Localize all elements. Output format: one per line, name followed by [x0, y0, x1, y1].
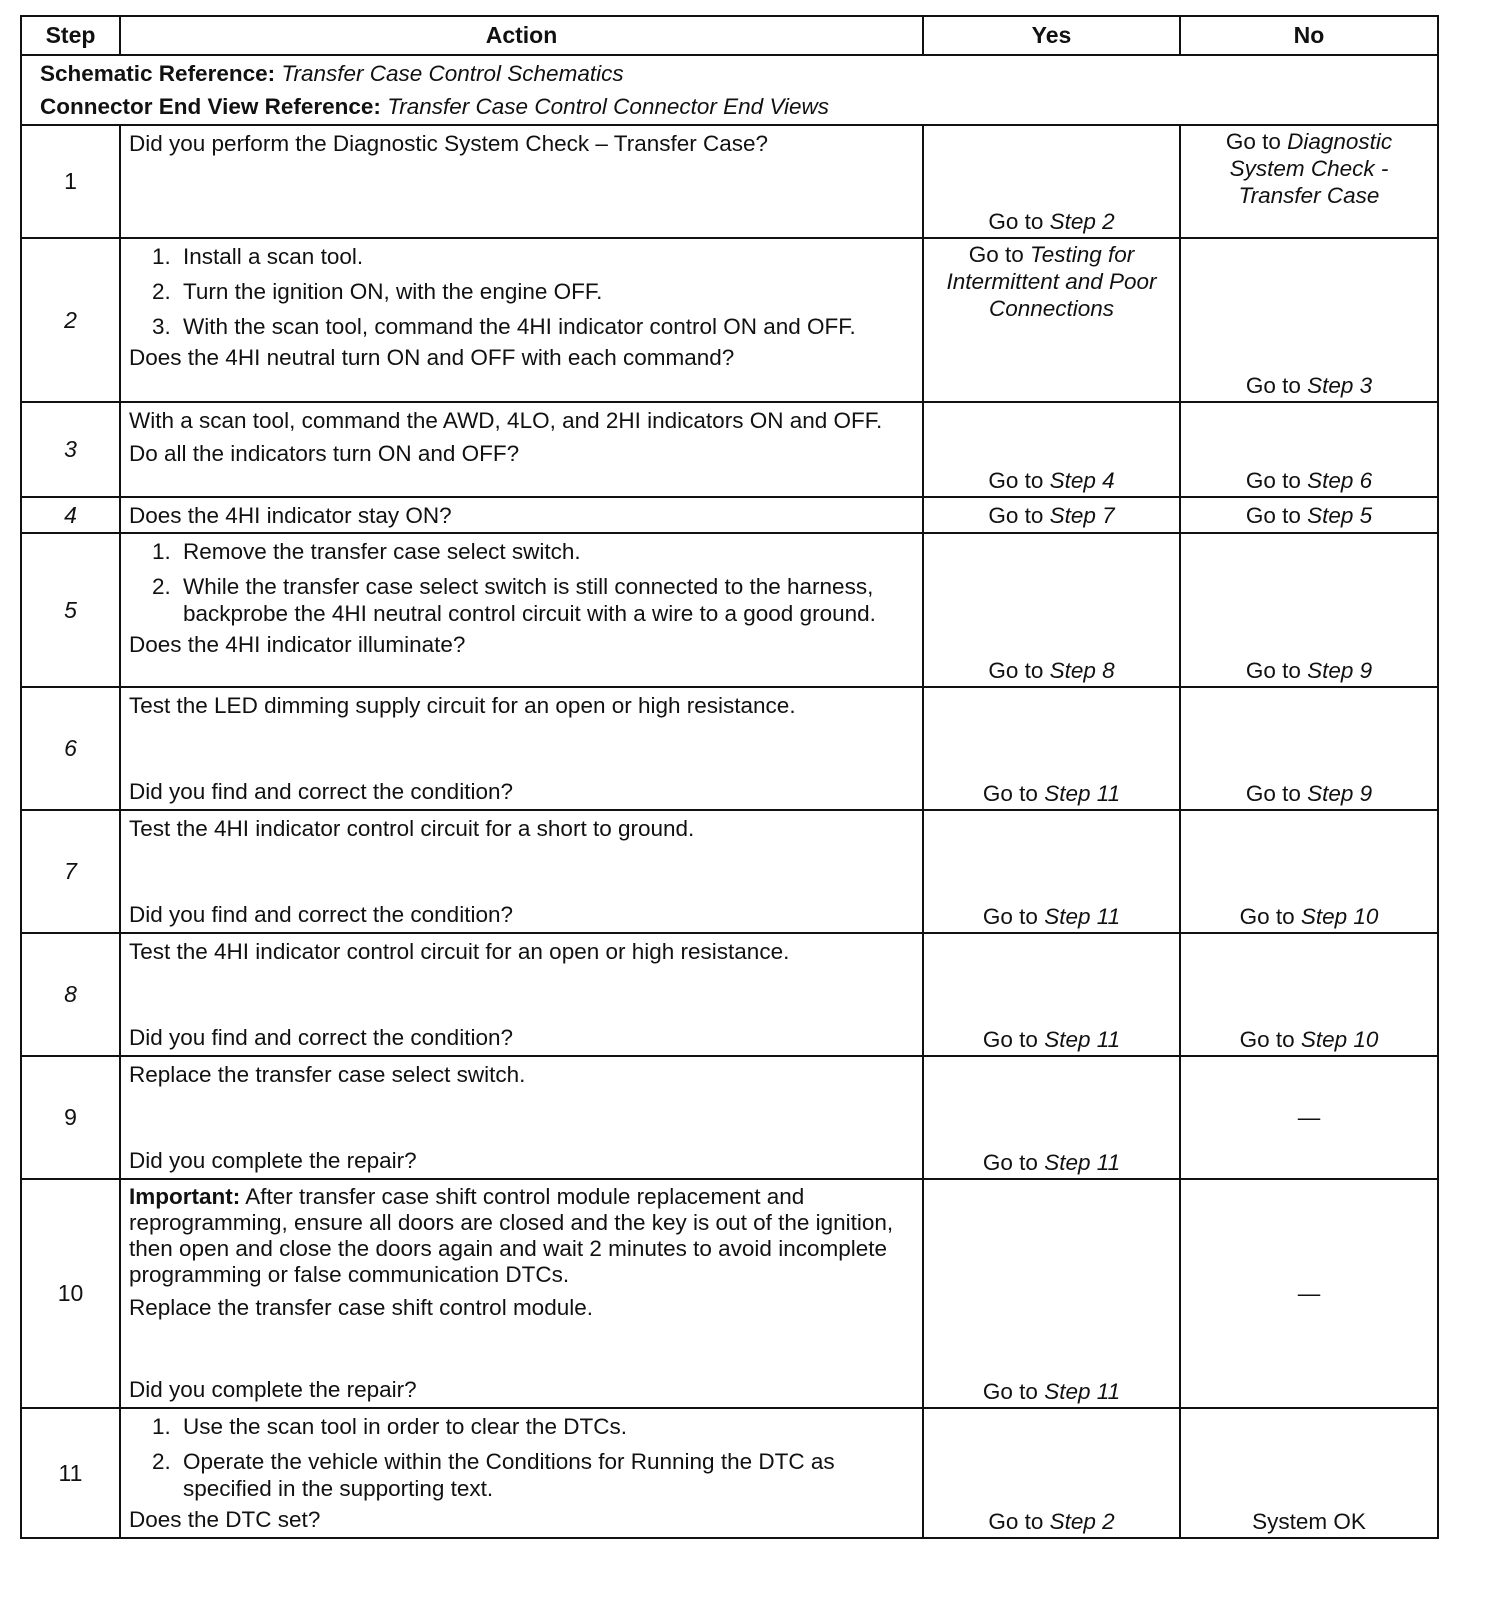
yes-link[interactable]: Step 11	[1044, 1379, 1121, 1404]
yes-cell	[923, 1056, 1180, 1179]
no-cell	[1180, 533, 1438, 687]
step-number: 11	[21, 1408, 120, 1538]
connector-reference-label: Connector End View Reference:	[40, 94, 381, 119]
action-text: With a scan tool, command the AWD, 4LO, and 2HI indicators ON and OFF.	[129, 408, 883, 433]
action-list	[129, 1413, 914, 1502]
important-label: Important:	[129, 1184, 241, 1209]
yes-link[interactable]: Testing for Intermittent and Poor Connections	[946, 242, 1157, 321]
yes-prefix: Go to	[988, 502, 1044, 528]
table-header-row	[21, 16, 1438, 55]
action-text: Replace the transfer case shift control module.	[129, 1295, 593, 1320]
step-number: 6	[21, 687, 120, 810]
action-cell	[120, 125, 923, 238]
connector-reference	[22, 91, 1437, 124]
schematic-reference-label: Schematic Reference:	[40, 61, 276, 86]
no-prefix: Go to	[1245, 502, 1301, 528]
yes-link[interactable]: Step 2	[1049, 209, 1115, 234]
yes-cell	[923, 933, 1180, 1056]
yes-link[interactable]: Step 4	[1049, 468, 1115, 493]
no-link[interactable]: Step 3	[1307, 373, 1373, 398]
table-row	[21, 497, 1438, 533]
no-prefix: Go to	[1245, 373, 1301, 398]
action-cell	[120, 238, 923, 402]
important-note	[129, 1184, 914, 1288]
yes-cell	[923, 238, 1180, 402]
no-cell	[1180, 497, 1438, 533]
step-number: 4	[21, 497, 120, 533]
list-item: 2. Turn the ignition ON, with the engine OFF.	[177, 278, 914, 305]
no-link[interactable]: Diagnostic System Check - Transfer Case	[1229, 129, 1393, 208]
yes-prefix: Go to	[988, 1509, 1044, 1534]
no-prefix: Go to	[1225, 129, 1281, 154]
no-dash: —	[1297, 1281, 1321, 1306]
table-row	[21, 1408, 1438, 1538]
yes-cell	[923, 810, 1180, 933]
schematic-reference	[22, 56, 1437, 91]
table-row	[21, 238, 1438, 402]
no-prefix: Go to	[1245, 468, 1301, 493]
action-cell	[120, 402, 923, 497]
yes-cell	[923, 125, 1180, 238]
no-cell	[1180, 1179, 1438, 1408]
header-yes: Yes	[923, 16, 1180, 55]
step-number: 8	[21, 933, 120, 1056]
no-link[interactable]: Step 9	[1307, 658, 1373, 683]
yes-cell	[923, 1408, 1180, 1538]
step-number: 2	[21, 238, 120, 402]
connector-reference-link[interactable]: Transfer Case Control Connector End Views	[387, 94, 830, 119]
no-link[interactable]: Step 6	[1307, 468, 1373, 493]
no-link[interactable]: Step 5	[1307, 502, 1373, 528]
action-text: Replace the transfer case select switch.	[129, 1062, 526, 1087]
action-question: Does the 4HI neutral turn ON and OFF with each command?	[129, 345, 735, 370]
yes-prefix: Go to	[982, 904, 1038, 929]
table-row	[21, 1056, 1438, 1179]
no-prefix: Go to	[1245, 658, 1301, 683]
action-cell	[120, 687, 923, 810]
no-cell	[1180, 238, 1438, 402]
yes-prefix: Go to	[968, 242, 1024, 267]
yes-cell	[923, 687, 1180, 810]
action-question: Does the DTC set?	[129, 1507, 321, 1532]
action-question: Did you find and correct the condition?	[129, 1025, 513, 1050]
yes-cell	[923, 533, 1180, 687]
header-action: Action	[120, 16, 923, 55]
no-link[interactable]: Step 9	[1307, 781, 1373, 806]
table-row	[21, 533, 1438, 687]
list-item: 2. Operate the vehicle within the Conditions for Running the DTC as specified in the supporting text.	[177, 1448, 914, 1502]
action-question: Does the 4HI indicator illuminate?	[129, 632, 466, 657]
no-prefix: Go to	[1239, 1027, 1295, 1052]
action-cell	[120, 1056, 923, 1179]
yes-link[interactable]: Step 11	[1044, 904, 1121, 929]
yes-link[interactable]: Step 2	[1049, 1509, 1115, 1534]
action-text: Test the LED dimming supply circuit for an open or high resistance.	[129, 693, 796, 718]
action-question: Did you complete the repair?	[129, 1148, 417, 1173]
step-number: 10	[21, 1179, 120, 1408]
header-no: No	[1180, 16, 1438, 55]
no-cell	[1180, 687, 1438, 810]
table-row	[21, 402, 1438, 497]
table-row	[21, 933, 1438, 1056]
important-text: After transfer case shift control module replacement and reprogramming, ensure all doors are closed and the key is out of the ignition, then open and close the doors again and wait 2 minutes to avoid incomplete programming or false communication DTCs.	[129, 1184, 894, 1287]
yes-cell	[923, 1179, 1180, 1408]
step-number: 1	[21, 125, 120, 238]
action-text: Test the 4HI indicator control circuit for an open or high resistance.	[129, 939, 790, 964]
table-row	[21, 687, 1438, 810]
list-item: 1. Use the scan tool in order to clear the DTCs.	[177, 1413, 914, 1440]
yes-cell	[923, 497, 1180, 533]
list-item: 1. Remove the transfer case select switch.	[177, 538, 914, 565]
action-cell	[120, 533, 923, 687]
action-question: Do all the indicators turn ON and OFF?	[129, 441, 520, 466]
reference-row	[21, 55, 1438, 125]
action-question: Did you complete the repair?	[129, 1377, 417, 1402]
no-cell	[1180, 402, 1438, 497]
yes-link[interactable]: Step 8	[1049, 658, 1115, 683]
action-cell	[120, 810, 923, 933]
no-cell	[1180, 125, 1438, 238]
list-item: 1. Install a scan tool.	[177, 243, 914, 270]
step-number: 9	[21, 1056, 120, 1179]
list-item: 2. While the transfer case select switch is still connected to the harness, backprobe the 4HI neutral control circuit with a wire to a good ground.	[177, 573, 914, 627]
no-result: System OK	[1252, 1509, 1366, 1534]
table-row	[21, 810, 1438, 933]
yes-prefix: Go to	[982, 1027, 1038, 1052]
action-cell	[120, 933, 923, 1056]
list-item: 3. With the scan tool, command the 4HI indicator control ON and OFF.	[177, 313, 914, 340]
no-link[interactable]: Step 10	[1300, 1027, 1379, 1052]
action-question: Did you find and correct the condition?	[129, 902, 513, 927]
yes-link[interactable]: Step 11	[1044, 781, 1121, 806]
action-list	[129, 538, 914, 627]
action-text: Did you perform the Diagnostic System Check – Transfer Case?	[129, 131, 769, 156]
schematic-reference-link[interactable]: Transfer Case Control Schematics	[281, 61, 624, 86]
no-prefix: Go to	[1245, 781, 1301, 806]
yes-link[interactable]: Step 11	[1044, 1027, 1121, 1052]
action-question: Did you find and correct the condition?	[129, 779, 513, 804]
action-cell	[120, 497, 923, 533]
yes-link[interactable]: Step 7	[1049, 502, 1115, 528]
step-number: 3	[21, 402, 120, 497]
yes-prefix: Go to	[982, 1379, 1038, 1404]
table-row	[21, 125, 1438, 238]
no-dash: —	[1297, 1105, 1321, 1130]
diagnostic-table	[20, 15, 1439, 1539]
yes-prefix: Go to	[982, 781, 1038, 806]
yes-cell	[923, 402, 1180, 497]
yes-link[interactable]: Step 11	[1044, 1150, 1121, 1175]
no-cell	[1180, 933, 1438, 1056]
action-text: Does the 4HI indicator stay ON?	[129, 502, 452, 528]
no-link[interactable]: Step 10	[1300, 904, 1379, 929]
step-number: 7	[21, 810, 120, 933]
action-list	[129, 243, 914, 340]
action-cell	[120, 1408, 923, 1538]
header-step: Step	[21, 16, 120, 55]
step-number: 5	[21, 533, 120, 687]
yes-prefix: Go to	[988, 468, 1044, 493]
action-text: Test the 4HI indicator control circuit for a short to ground.	[129, 816, 695, 841]
action-cell	[120, 1179, 923, 1408]
yes-prefix: Go to	[988, 658, 1044, 683]
no-cell	[1180, 1408, 1438, 1538]
yes-prefix: Go to	[982, 1150, 1038, 1175]
yes-prefix: Go to	[988, 209, 1044, 234]
no-cell	[1180, 810, 1438, 933]
no-prefix: Go to	[1239, 904, 1295, 929]
no-cell	[1180, 1056, 1438, 1179]
table-row	[21, 1179, 1438, 1408]
